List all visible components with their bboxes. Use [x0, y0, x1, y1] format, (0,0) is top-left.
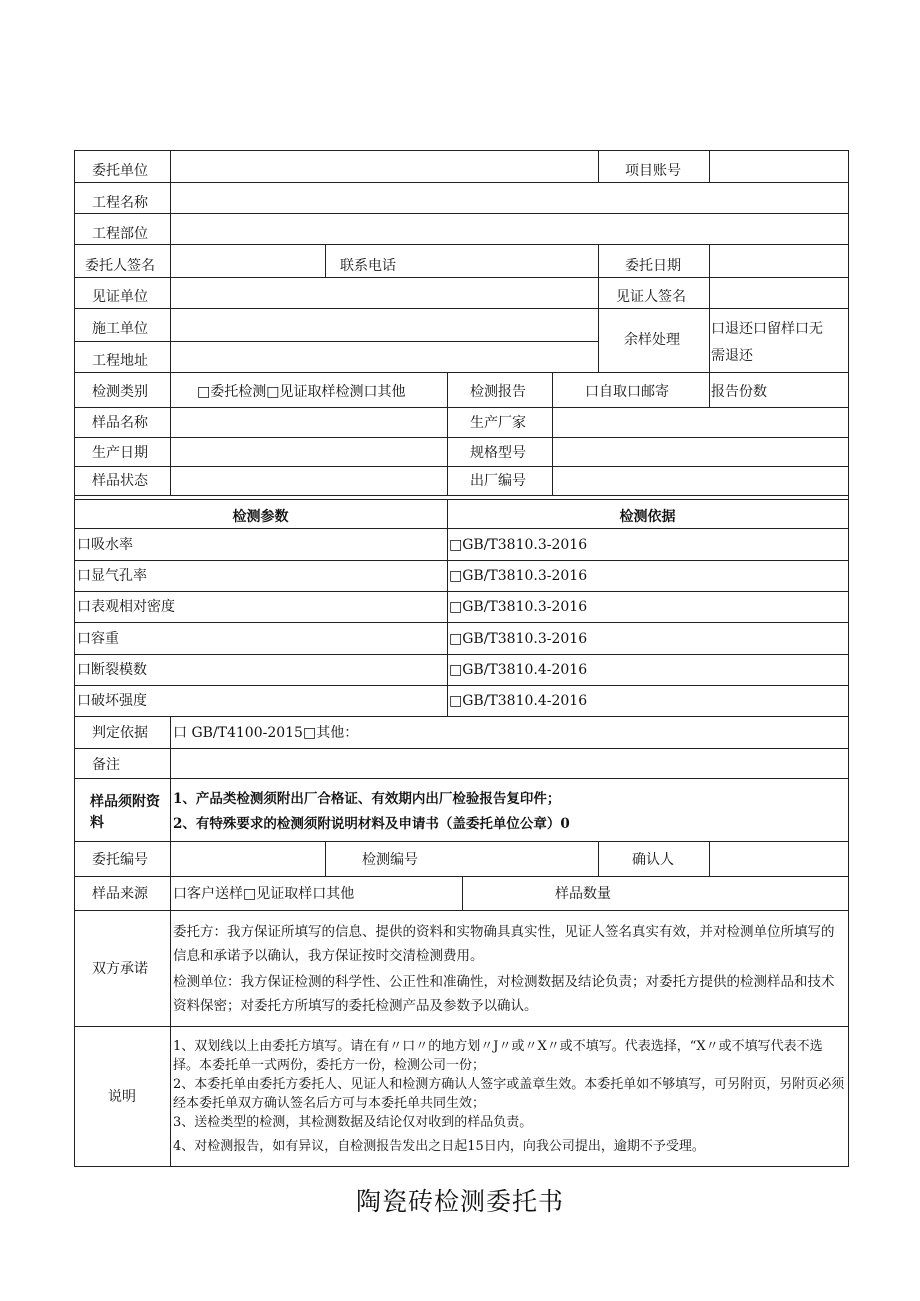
- production-date-label: 生产日期: [92, 445, 148, 461]
- test-basis: □GB/T3810.4-2016: [449, 693, 588, 709]
- test-basis: □GB/T3810.3-2016: [449, 599, 588, 615]
- test-basis: □GB/T3810.3-2016: [449, 568, 588, 584]
- test-param: 口吸水率: [77, 537, 133, 553]
- attachment-line-2: 2、有特殊要求的检测须附说明材料及申请书（盖委托单位公章）0: [173, 816, 570, 832]
- client-unit-label: 委托单位: [92, 163, 148, 179]
- note-2: 2、本委托单由委托方委托人、见证人和检测方确认人签字或盖章生效。本委托单如不够填写，可另附页，另附页必须经本委托单双方确认签名后方可与本委托单共同生效；: [173, 1077, 845, 1111]
- report-copies-label: 报告份数: [711, 384, 767, 400]
- remarks-label: 备注: [92, 757, 120, 773]
- attachments-label-line1: 样品须附资: [90, 794, 160, 810]
- report-options: 口自取口邮寄: [585, 384, 669, 400]
- commitment-label: 双方承诺: [92, 961, 148, 977]
- attachment-line-1: 1、产品类检测须附出厂合格证、有效期内出厂检验报告复印件；: [173, 791, 561, 807]
- note-4: 4、对检测报告，如有异议，自检测报告发出之日起15日内，向我公司提出，逾期不予受理。: [173, 1139, 705, 1154]
- attachments-label-line2: 料: [90, 815, 104, 831]
- judgement-basis-label: 判定依据: [92, 725, 148, 741]
- sample-state-label: 样品状态: [92, 473, 148, 489]
- residual-sample-label: 余样处理: [624, 332, 680, 348]
- factory-no-label: 出厂编号: [470, 473, 526, 489]
- residual-options-line2: 需退还: [711, 348, 753, 364]
- sample-source-label: 样品来源: [92, 886, 148, 902]
- project-dept-label: 工程部位: [92, 226, 148, 242]
- commitment-client-text: 委托方：我方保证所填写的信息、提供的资料和实物确具真实性，见证人签名真实有效，并对检测单位所填写的信息和承诺予以确认，我方保证按时交清检测费用。: [173, 924, 835, 964]
- test-category-options: □委托检测□见证取样检测口其他: [197, 384, 406, 400]
- test-no-label: 检测编号: [362, 852, 418, 868]
- commitment-lab-text: 检测单位：我方保证检测的科学性、公正性和准确性，对检测数据及结论负责；对委托方提供的检测样品和技术资料保密；对委托方所填写的委托检测产品及参数予以确认。: [173, 974, 835, 1014]
- test-param: 口容重: [77, 631, 119, 647]
- test-param: 口表观相对密度: [77, 599, 175, 615]
- sample-quantity-label: 样品数量: [555, 886, 611, 902]
- test-param: 口破坏强度: [77, 693, 147, 709]
- sample-name-label: 样品名称: [92, 415, 148, 431]
- entrust-no-label: 委托编号: [92, 852, 148, 868]
- test-report-label: 检测报告: [470, 384, 526, 400]
- construction-unit-label: 施工单位: [92, 321, 148, 337]
- test-param: 口显气孔率: [77, 568, 147, 584]
- document-title: 陶瓷砖检测委托书: [355, 1187, 564, 1216]
- basis-header: 检测依据: [619, 509, 676, 525]
- note-3: 3、送检类型的检测，其检测数据及结论仅对收到的样品负责。: [173, 1115, 533, 1130]
- notes-label: 说明: [108, 1089, 136, 1105]
- residual-options-line1: 口退还口留样口无: [711, 321, 823, 337]
- project-account-label: 项目账号: [625, 163, 681, 179]
- note-1: 1、双划线以上由委托方填写。请在有〃口〃的地方划〃J〃或〃X〃或不填写。代表选择，“X〃或不填写代表不选择。本委托单一式两份，委托方一份，检测公司一份；: [173, 1039, 823, 1073]
- witness-signature-label: 见证人签名: [616, 289, 686, 305]
- confirmer-label: 确认人: [632, 852, 674, 868]
- sample-source-options: 口客户送样□见证取样口其他: [173, 886, 355, 902]
- client-signature-label: 委托人签名: [85, 258, 155, 274]
- contact-phone-label: 联系电话: [340, 258, 396, 274]
- project-address-label: 工程地址: [92, 353, 148, 369]
- judgement-options: 口 GB/T4100-2015□其他：: [173, 725, 359, 741]
- test-category-label: 检测类别: [92, 384, 148, 400]
- manufacturer-label: 生产厂家: [470, 415, 526, 431]
- param-header: 检测参数: [232, 509, 289, 525]
- test-basis: □GB/T3810.4-2016: [449, 662, 588, 678]
- test-basis: □GB/T3810.3-2016: [449, 537, 588, 553]
- witness-unit-label: 见证单位: [92, 289, 148, 305]
- project-name-label: 工程名称: [92, 195, 148, 211]
- entrust-date-label: 委托日期: [625, 258, 681, 274]
- spec-model-label: 规格型号: [470, 445, 526, 461]
- test-basis: □GB/T3810.3-2016: [449, 631, 588, 647]
- test-param: 口断裂模数: [77, 662, 147, 678]
